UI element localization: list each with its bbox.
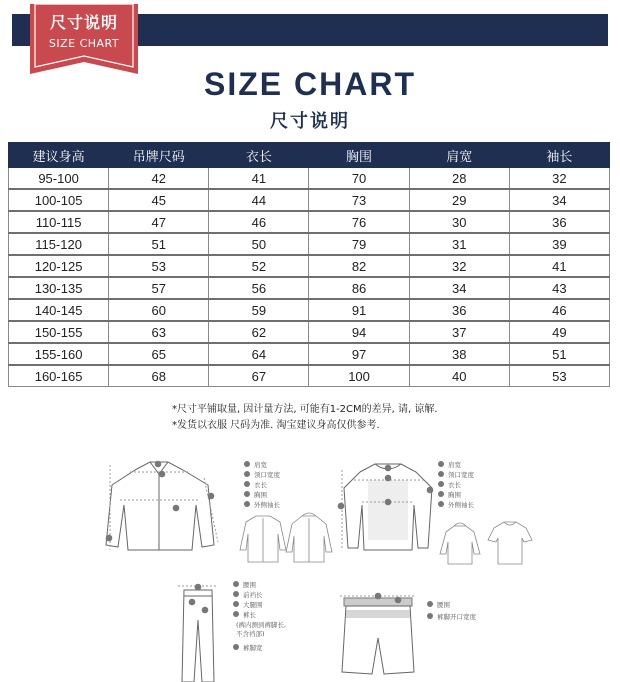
table-cell: 29	[409, 189, 509, 211]
table-cell: 51	[109, 233, 209, 255]
table-cell: 62	[209, 321, 309, 343]
table-cell: 43	[509, 277, 609, 299]
table-cell: 115-120	[9, 233, 109, 255]
table-header-row	[9, 143, 610, 168]
legend-note: (裤内测到裤脚长,	[236, 621, 287, 629]
table-cell: 100	[309, 365, 409, 387]
badge-text	[30, 10, 138, 50]
table-cell: 86	[309, 277, 409, 299]
table-cell: 41	[509, 255, 609, 277]
note-line: *发货以衣服 尺码为准. 淘宝建议身高仅供参考.	[172, 420, 380, 431]
table-cell: 32	[409, 255, 509, 277]
table-cell: 68	[109, 365, 209, 387]
table-cell: 56	[209, 277, 309, 299]
table-row	[9, 168, 610, 190]
table-cell: 32	[509, 168, 609, 190]
table-cell: 37	[409, 321, 509, 343]
table-row	[9, 277, 610, 299]
table-cell: 31	[409, 233, 509, 255]
table-cell: 34	[409, 277, 509, 299]
pants-callouts	[189, 584, 209, 614]
legend-label: 衣长	[448, 481, 461, 489]
legend-label: 裤脚开口宽度	[437, 613, 476, 621]
table-cell: 52	[209, 255, 309, 277]
table-cell: 140-145	[9, 299, 109, 321]
column-header: 建议身高	[9, 143, 109, 168]
table-cell: 57	[109, 277, 209, 299]
kids-hoodie-thumbnail-icon	[440, 523, 480, 564]
pants-legend	[233, 580, 286, 652]
table-cell: 100-105	[9, 189, 109, 211]
table-cell: 82	[309, 255, 409, 277]
table-cell: 120-125	[9, 255, 109, 277]
table-row	[9, 211, 610, 233]
table-cell: 64	[209, 343, 309, 365]
table-cell: 34	[509, 189, 609, 211]
legend-label: 腰围	[437, 601, 450, 609]
table-row	[9, 321, 610, 343]
pants-outline-icon	[182, 590, 214, 682]
table-cell: 67	[209, 365, 309, 387]
table-cell: 42	[109, 168, 209, 190]
table-body	[9, 168, 610, 387]
shirt-legend	[244, 460, 281, 509]
table-cell: 39	[509, 233, 609, 255]
table-row	[9, 343, 610, 365]
table-cell: 160-165	[9, 365, 109, 387]
table-cell: 30	[409, 211, 509, 233]
table-cell: 38	[409, 343, 509, 365]
table-cell: 60	[109, 299, 209, 321]
table-cell: 150-155	[9, 321, 109, 343]
table-cell: 110-115	[9, 211, 109, 233]
legend-label: 肩宽	[448, 461, 461, 469]
legend-label: 衣长	[254, 481, 267, 489]
shorts-legend	[427, 600, 477, 621]
column-header: 袖长	[509, 143, 609, 168]
table-cell: 63	[109, 321, 209, 343]
shirt-callouts	[106, 461, 215, 542]
legend-label: 领口宽度	[448, 471, 474, 479]
column-header: 胸围	[309, 143, 409, 168]
table-cell: 59	[209, 299, 309, 321]
legend-label: 领口宽度	[254, 471, 280, 479]
table-cell: 40	[409, 365, 509, 387]
table-cell: 155-160	[9, 343, 109, 365]
column-header: 肩宽	[409, 143, 509, 168]
table-row	[9, 189, 610, 211]
legend-label: 腰围	[243, 581, 256, 589]
legend-label: 前裆长	[243, 591, 263, 599]
jacket-thumbnail-icon	[240, 516, 286, 562]
table-cell: 70	[309, 168, 409, 190]
table-cell: 36	[509, 211, 609, 233]
table-cell: 73	[309, 189, 409, 211]
pants-diagram	[178, 586, 218, 682]
size-table	[8, 142, 610, 387]
table-cell: 94	[309, 321, 409, 343]
page-title: SIZE CHART	[204, 66, 416, 102]
legend-label: 外侧袖长	[448, 501, 474, 509]
page-subtitle: 尺寸说明	[270, 111, 350, 132]
column-header: 吊牌尺码	[109, 143, 209, 168]
table-cell: 65	[109, 343, 209, 365]
table-row	[9, 255, 610, 277]
table-cell: 53	[509, 365, 609, 387]
badge-title-en: SIZE CHART	[48, 37, 120, 50]
table-cell: 91	[309, 299, 409, 321]
measurement-diagrams	[0, 450, 620, 682]
legend-label: 外侧袖长	[254, 501, 280, 509]
table-cell: 45	[109, 189, 209, 211]
table-cell: 49	[509, 321, 609, 343]
tshirt-thumbnail-icon	[488, 522, 532, 564]
table-cell: 79	[309, 233, 409, 255]
table-cell: 51	[509, 343, 609, 365]
legend-label: 肩宽	[254, 461, 267, 469]
note-line: *尺寸平铺取量, 因计量方法, 可能有1-2CM的差异, 请, 谅解.	[172, 404, 438, 415]
legend-label: 胸围	[448, 491, 461, 499]
table-row	[9, 299, 610, 321]
legend-label: 胸围	[254, 491, 267, 499]
table-cell: 50	[209, 233, 309, 255]
hoodie-thumbnail-icon	[286, 513, 332, 562]
table-cell: 130-135	[9, 277, 109, 299]
table-cell: 28	[409, 168, 509, 190]
table-cell: 47	[109, 211, 209, 233]
sweater-legend	[438, 460, 475, 509]
size-notes	[172, 402, 438, 434]
column-header: 衣长	[209, 143, 309, 168]
table-cell: 76	[309, 211, 409, 233]
legend-label: 裤长	[243, 611, 256, 619]
legend-label: 大腿围	[243, 601, 263, 609]
table-cell: 46	[509, 299, 609, 321]
badge-title-cn: 尺寸说明	[49, 13, 118, 32]
table-cell: 36	[409, 299, 509, 321]
table-row	[9, 233, 610, 255]
legend-label: 裤脚宽	[243, 644, 263, 652]
table-cell: 46	[209, 211, 309, 233]
table-cell: 53	[109, 255, 209, 277]
table-cell: 97	[309, 343, 409, 365]
legend-note: 不含裆部)	[236, 630, 265, 638]
table-cell: 44	[209, 189, 309, 211]
shorts-diagram	[340, 596, 416, 674]
table-cell: 41	[209, 168, 309, 190]
table-cell: 95-100	[9, 168, 109, 190]
table-row	[9, 365, 610, 387]
